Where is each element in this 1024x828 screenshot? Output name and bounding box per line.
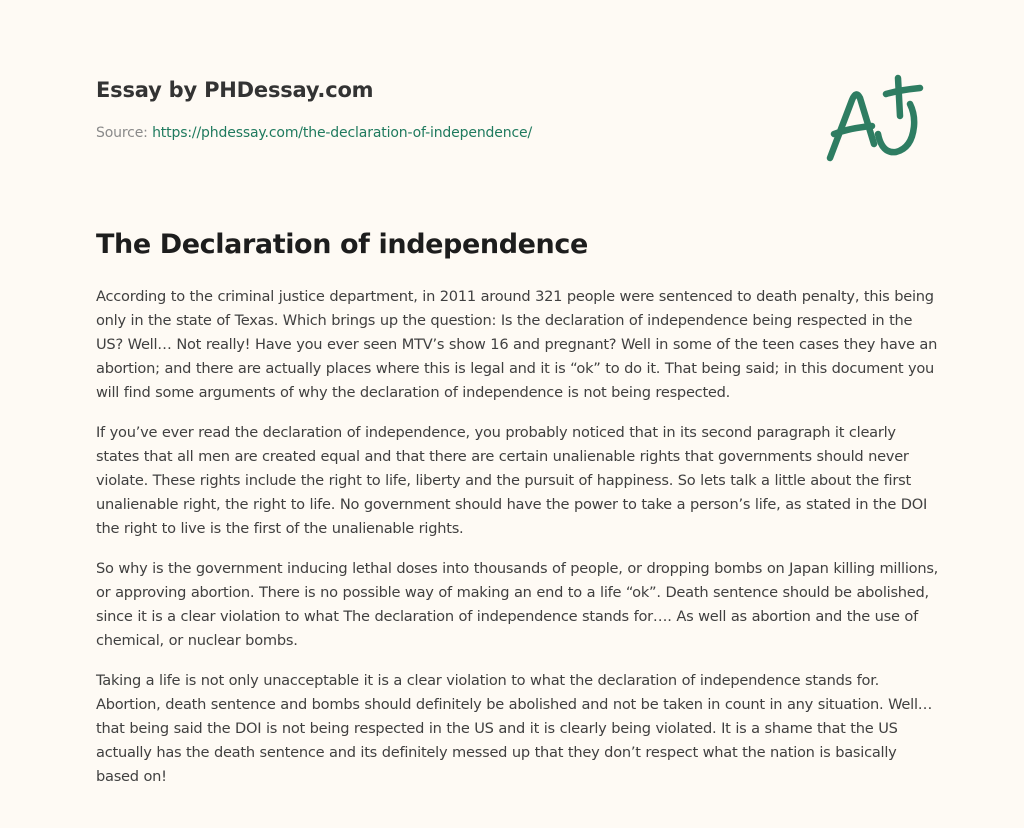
essay-title: The Declaration of independence (96, 229, 588, 260)
essay-paragraph: If you’ve ever read the declaration of independence, you probably noticed that in its second paragraph it clearly states that all men are created equal and that there are certain unalienable rights that governments should never violate. These rights include the right to life, liberty and the pursuit of happiness. So lets talk a little about the first unalienable right, the right to life. No government should have the power to take a person’s life, as stated in the DOI the right to live is the first of the unalienable rights. (96, 424, 928, 537)
source-label: Source: (96, 125, 153, 141)
source-link[interactable]: https://phdessay.com/the-declaration-of-independence/ (152, 125, 533, 141)
site-title: Essay by PHDessay.com (96, 78, 374, 102)
essay-paragraph: Taking a life is not only unacceptable it is a clear violation to what the declaration of independence stands for. Abortion, death sentence and bombs should definitely be abolished and not be taken in count in any situation. Well… that being said the DOI is not being respected in the US and it is clearly being violated. It is a shame that the US actually has the death sentence and its definitely messed up that they don’t respect what the nation is basically based on! (96, 672, 933, 785)
essay-body (96, 285, 941, 805)
essay-paragraph: So why is the government inducing lethal doses into thousands of people, or dropping bombs on Japan killing millions, or approving abortion. There is no possible way of making an end to a life “ok”. Death sentence should be abolished, since it is a clear violation to what The declaration of independence stands for…. As well as abortion and the use of chemical, or nuclear bombs. (96, 560, 939, 649)
essay-paragraph: According to the criminal justice department, in 2011 around 321 people were sentenced to death penalty, this being only in the state of Texas. Which brings up the question: Is the declaration of independence being respected in the US? Well… Not really! Have you ever seen MTV’s show 16 and pregnant? Well in some of the teen cases they have an abortion; and there are actually places where this is legal and it is “ok” to do it. That being said; in this document you will find some arguments of why the declaration of independence is not being respected. (96, 288, 938, 401)
source-line (96, 124, 532, 142)
a-plus-grade-icon (820, 66, 932, 166)
page-header (96, 76, 532, 142)
